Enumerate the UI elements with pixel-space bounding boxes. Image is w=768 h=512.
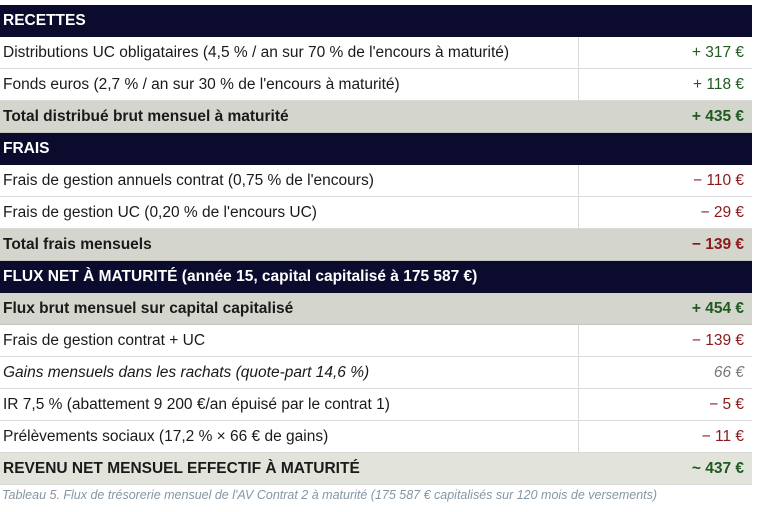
table-row (0, 37, 752, 69)
row-label: REVENU NET MENSUEL EFFECTIF À MATURITÉ (0, 453, 578, 485)
section-title: FRAIS (0, 133, 752, 165)
section-header-frais (0, 133, 752, 165)
row-amount: + 435 € (578, 101, 752, 133)
section-title: FLUX NET À MATURITÉ (année 15, capital capitalisé à 175 587 €) (0, 261, 752, 293)
row-label: Flux brut mensuel sur capital capitalisé (0, 293, 578, 325)
row-label: Total frais mensuels (0, 229, 578, 261)
row-amount: − 139 € (578, 229, 752, 261)
total-row (0, 101, 752, 133)
row-label: Frais de gestion UC (0,20 % de l'encours UC) (0, 197, 578, 229)
row-amount: 66 € (578, 357, 752, 389)
table-row (0, 325, 752, 357)
row-amount: − 5 € (578, 389, 752, 421)
row-amount: − 139 € (578, 325, 752, 357)
total-row (0, 293, 752, 325)
row-label: Distributions UC obligataires (4,5 % / an sur 70 % de l'encours à maturité) (0, 37, 578, 69)
table-row (0, 389, 752, 421)
table-row (0, 197, 752, 229)
cashflow-table-container (0, 5, 752, 485)
final-total-row (0, 453, 752, 485)
row-amount: + 118 € (578, 69, 752, 101)
row-amount: ~ 437 € (578, 453, 752, 485)
row-label: Frais de gestion contrat + UC (0, 325, 578, 357)
row-label: Prélèvements sociaux (17,2 % × 66 € de gains) (0, 421, 578, 453)
row-amount: − 110 € (578, 165, 752, 197)
row-label: Fonds euros (2,7 % / an sur 30 % de l'encours à maturité) (0, 69, 578, 101)
row-amount: − 11 € (578, 421, 752, 453)
row-amount: − 29 € (578, 197, 752, 229)
total-row (0, 229, 752, 261)
cashflow-table (0, 5, 752, 485)
section-header-recettes (0, 5, 752, 37)
row-label: Frais de gestion annuels contrat (0,75 % de l'encours) (0, 165, 578, 197)
table-row (0, 357, 752, 389)
table-row (0, 421, 752, 453)
row-amount: + 454 € (578, 293, 752, 325)
table-caption: Tableau 5. Flux de trésorerie mensuel de l'AV Contrat 2 à maturité (175 587 € capitalisés sur 120 mois de versements) (2, 488, 658, 502)
row-label: IR 7,5 % (abattement 9 200 €/an épuisé par le contrat 1) (0, 389, 578, 421)
row-label: Gains mensuels dans les rachats (quote-part 14,6 %) (0, 357, 578, 389)
row-amount: + 317 € (578, 37, 752, 69)
row-label: Total distribué brut mensuel à maturité (0, 101, 578, 133)
section-header-flux (0, 261, 752, 293)
table-row (0, 69, 752, 101)
table-row (0, 165, 752, 197)
section-title: RECETTES (0, 5, 752, 37)
